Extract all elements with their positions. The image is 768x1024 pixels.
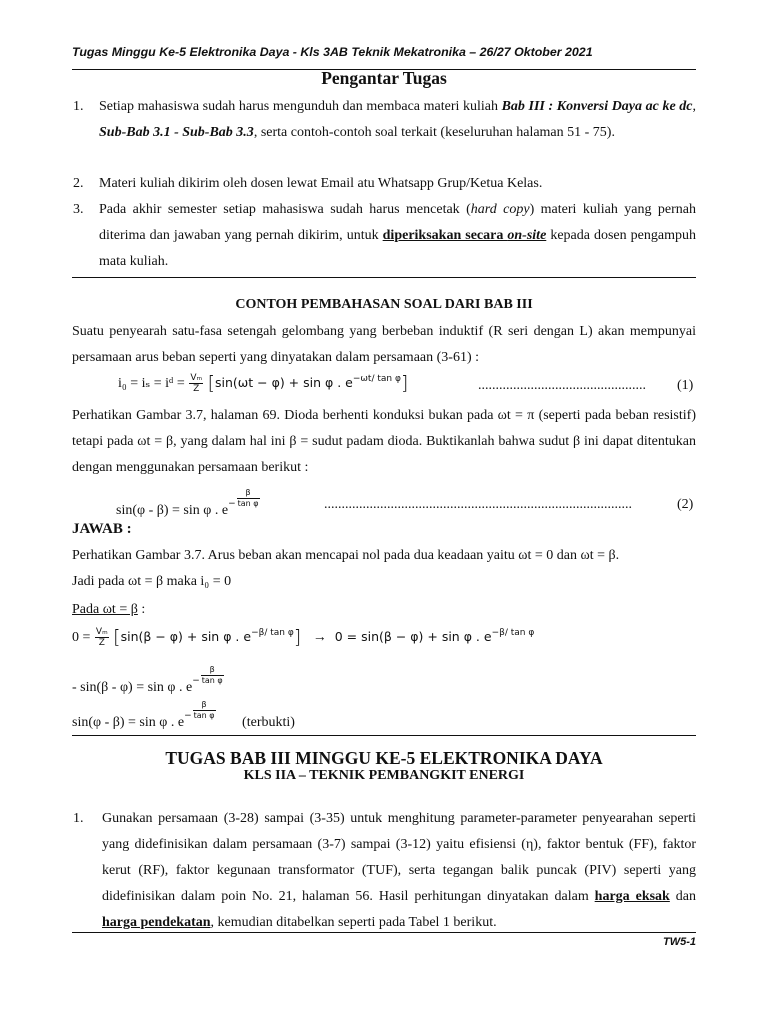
section-rule — [72, 277, 696, 278]
list-number: 2. — [73, 176, 84, 191]
intro-title: Pengantar Tugas — [321, 68, 447, 88]
list-text: Pada akhir semester setiap mahasiswa sudah harus mencetak (hard copy) materi kuliah yang pernah diterima dan jawaban yang pernah dikirim, untuk diperiksakan secara on-site kepada dosen pengampuh mata kuliah. — [99, 202, 697, 269]
answer-line-2: Jadi pada ωt = β maka i₀ = 0 — [72, 574, 232, 589]
exponent-fraction: $\frac{\beta}{\text{tan φ}}$ — [193, 700, 215, 720]
implies-arrow: → — [312, 630, 327, 645]
equation-2: sin(φ - β) = sin φ . e− $\frac{\beta}{\text{tan φ}}$ — [116, 488, 259, 518]
list-number: 1. — [73, 99, 84, 114]
answer-label: JAWAB : — [72, 521, 132, 537]
list-text: Materi kuliah dikirim oleh dosen lewat Email atu Whatsapp Grup/Ketua Kelas. — [99, 176, 543, 191]
equation-2-leader: ........................................................................................ — [324, 497, 632, 512]
equation-1-number: (1) — [677, 378, 694, 393]
exponent-fraction: $\frac{\beta}{\text{tan φ}}$ — [237, 488, 259, 508]
task-subtitle: KLS IIA – TEKNIK PEMBANGKIT ENERGI — [243, 768, 525, 783]
intro-item-1 — [72, 94, 696, 146]
equation-1: i₀ = iₛ = iᵈ = $\frac{\text{Vₘ}}{Z}$ [sin(ωt − φ) + sin φ . $e^{-\omega t/ tan \varphi}$] — [118, 372, 409, 395]
case-heading: Pada ωt = β : — [72, 602, 146, 617]
task-title: TUGAS BAB III MINGGU KE-5 ELEKTRONIKA DAYA — [165, 748, 603, 768]
intro-item-3 — [72, 197, 696, 275]
fraction: $\frac{\text{Vₘ}}{Z}$ — [95, 627, 108, 649]
equation-4: - sin(β - φ) = sin φ . e− $\frac{\beta}{\text{tan φ}}$ — [72, 665, 223, 695]
equation-5: sin(φ - β) = sin φ . e− $\frac{\beta}{\text{tan φ}}$ (terbukti) — [72, 700, 295, 730]
list-number: 3. — [73, 202, 84, 217]
proof-note: (terbukti) — [242, 715, 295, 730]
exponent-fraction: $\frac{\beta}{\text{tan φ}}$ — [201, 665, 223, 685]
fraction: $\frac{\text{Vₘ}}{Z}$ — [190, 373, 203, 395]
footer-rule — [72, 932, 696, 933]
equation-1-leader: ................................................ — [478, 378, 646, 393]
intro-item-2 — [72, 171, 696, 197]
example-paragraph-1: Suatu penyearah satu-fasa setengah gelombang yang berbeban induktif (R seri dengan L) akan mempunyai persamaan arus beban seperti yang dinyatakan dalam persamaan (3-61) : — [72, 324, 696, 365]
example-title: CONTOH PEMBAHASAN SOAL DARI BAB III — [235, 297, 533, 312]
example-paragraph-2: Perhatikan Gambar 3.7, halaman 69. Dioda berhenti konduksi bukan pada ωt = π (seperti pada beban resistif) tetapi pada ωt = β, yang dalam hal ini β = sudut padam dioda. Buktikanlah bahwa sudut β ini dapat ditentukan dengan menggunakan persamaan berikut : — [72, 408, 696, 475]
list-number: 1. — [73, 811, 84, 826]
equation-3: 0 = $\frac{\text{Vₘ}}{Z}$ [sin(β − φ) + sin φ . $e^{-\beta/ tan \varphi}] \to 0 = \sin(\beta - \varphi) + \sin \varphi$ . $e^{-\beta/ tan \varphi}$ — [72, 626, 535, 649]
task-item-1 — [72, 806, 696, 936]
list-text: Setiap mahasiswa sudah harus mengunduh dan membaca materi kuliah Bab III : Konversi Daya ac ke dc, Sub-Bab 3.1 - Sub-Bab 3.3, serta contoh-contoh soal terkait (keseluruhan halaman 51 - 75). — [99, 99, 696, 140]
answer-line-1: Perhatikan Gambar 3.7. Arus beban akan mencapai nol pada dua keadaan yaitu ωt = 0 dan ωt = β. — [72, 548, 620, 563]
section-rule — [72, 735, 696, 736]
running-header: Tugas Minggu Ke-5 Elektronika Daya - Kls 3AB Teknik Mekatronika – 26/27 Oktober 2021 — [72, 45, 593, 59]
equation-2-number: (2) — [677, 497, 694, 512]
page-code: TW5-1 — [663, 936, 696, 948]
list-text: Gunakan persamaan (3-28) sampai (3-35) untuk menghitung parameter-parameter penyearahan seperti yang didefinisikan dalam persamaan (3-7) sampai (3-12) yaitu efisiensi (η), faktor bentuk (FF), faktor kerut (RF), faktor kegunaan transformator (TUF), serta tegangan balik puncak (PIV) seperti yang didefinisikan dalam poin No. 21, halaman 56. Hasil perhitungan dinyatakan dalam harga eksak dan harga pendekatan, kemudian ditabelkan seperti pada Tabel 1 berikut. — [102, 811, 697, 930]
